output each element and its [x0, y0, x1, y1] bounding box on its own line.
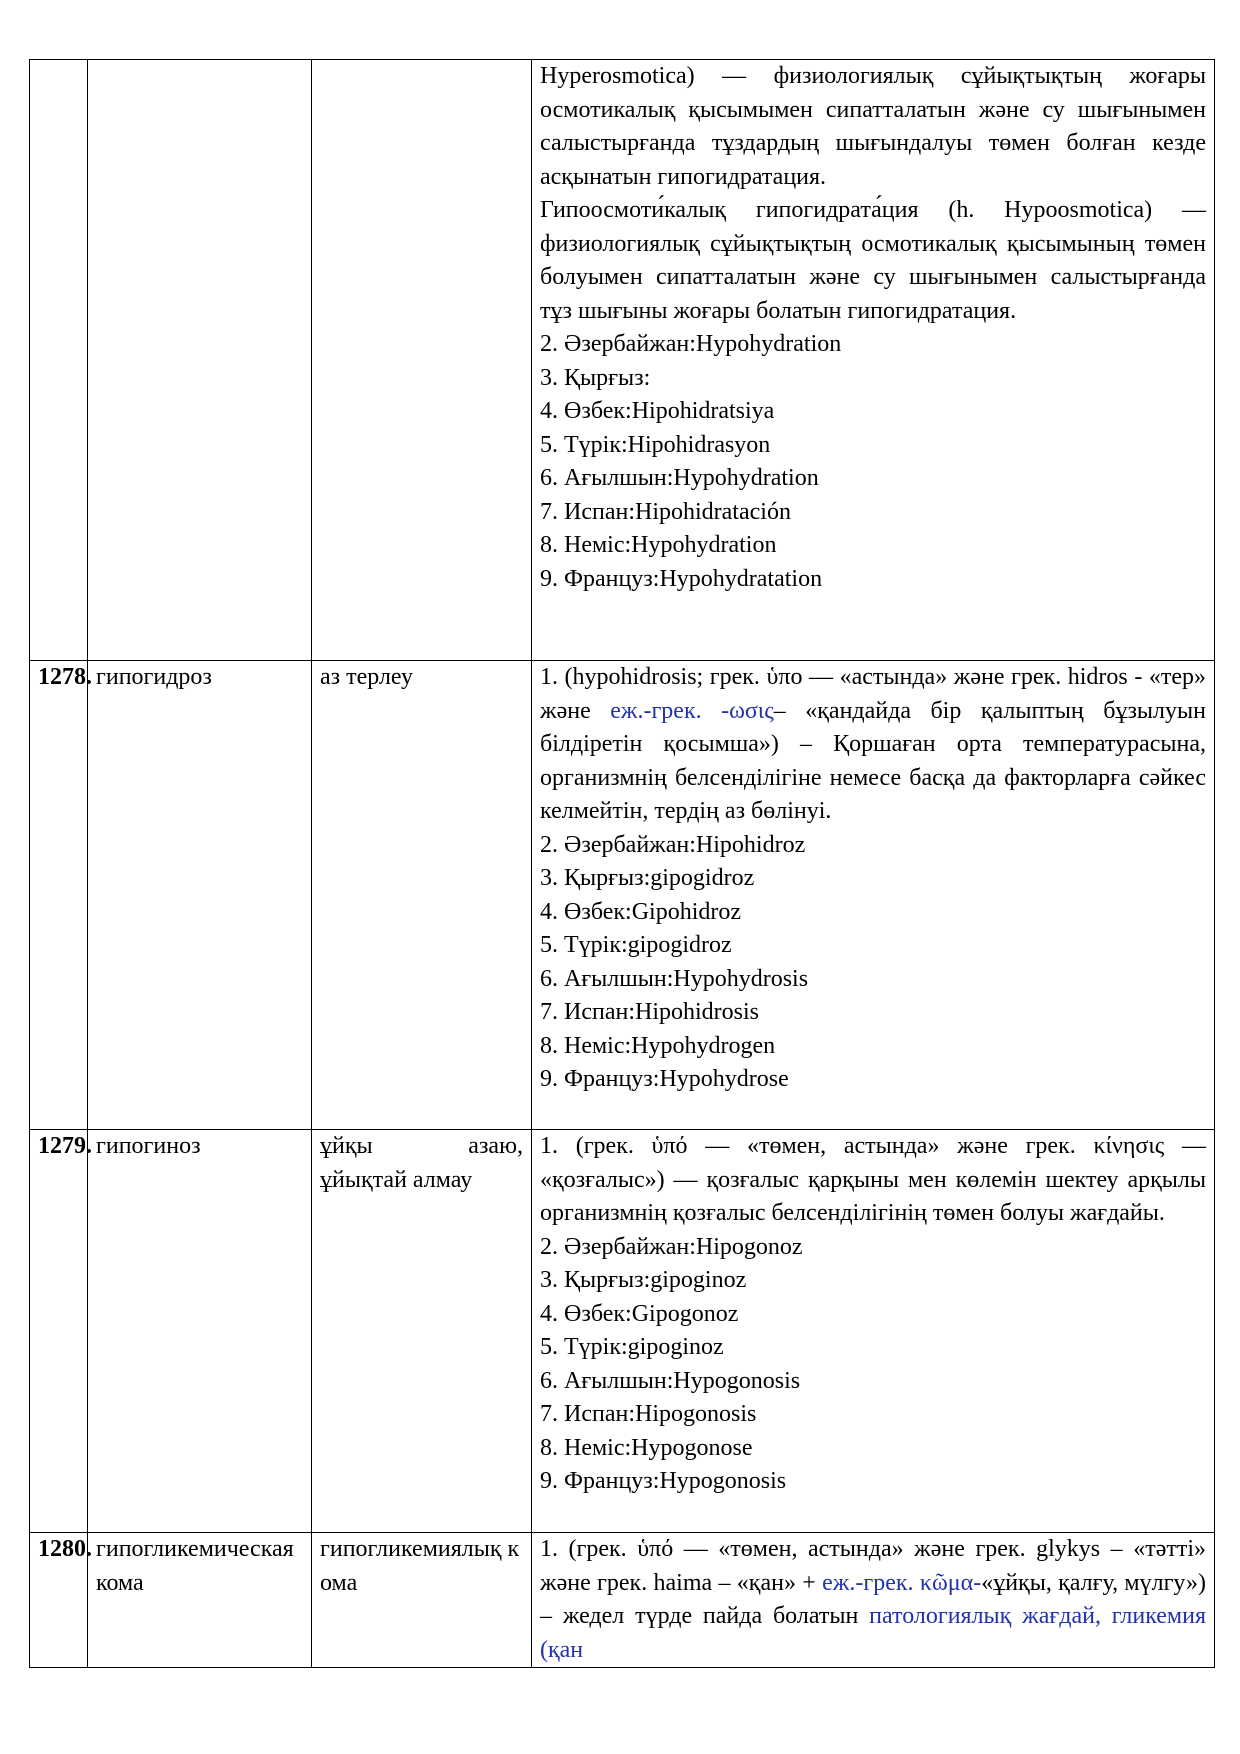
translation-spanish: 7. Испан:Hipohidrosis: [540, 999, 759, 1025]
term-russian: [88, 60, 312, 661]
definition-cell: [532, 1533, 1215, 1668]
translation-french: 9. Француз:Hypohydratation: [540, 565, 823, 592]
translation-english: 6. Ағылшын:Hypohydrosis: [540, 965, 809, 992]
term-kazakh: гипогликемиялық кома: [312, 1533, 532, 1668]
definition-paragraph: 1. (грек. ὑπό — «төмен, астында» және грек. κίνησις — «қозғалыс») — қозғалыс қарқыны мен көлемін шектеу арқылы организмнің қозғалыс белсенділігінің төмен болуы жағдайы.: [540, 1133, 1206, 1226]
translation-uzbek: 4. Өзбек:Gipohidroz: [540, 898, 741, 925]
translation-french: 9. Француз:Hypohydrose: [540, 1066, 789, 1092]
term-kazakh: [312, 60, 532, 661]
definition-link[interactable]: патологиялық жағдай, гликемия (қан: [540, 1603, 1206, 1663]
translation-turkish: 5. Түрік:gipoginoz: [540, 1334, 724, 1360]
translation-kyrgyz: 3. Қырғыз:gipogidroz: [540, 865, 755, 891]
translation-azerbaijani: 2. Әзербайжан:Hipohidroz: [540, 831, 806, 858]
translation-azerbaijani: 2. Әзербайжан:Hypohydration: [540, 331, 842, 357]
translation-english: 6. Ағылшын:Hypogonosis: [540, 1367, 801, 1394]
term-russian: гипогликемическая кома: [88, 1533, 312, 1668]
definition-cell: [532, 661, 1215, 1130]
translation-kyrgyz: 3. Қырғыз:: [540, 364, 651, 391]
entry-number: 1280.: [30, 1533, 88, 1668]
translation-german: 8. Неміс:Hypohydrogen: [540, 1032, 776, 1059]
translation-turkish: 5. Түрік:Hipohidrasyon: [540, 431, 771, 458]
definition-text: – «қандайда бір қалыптың бұзылуын білдіретін қосымша») – Қоршаған орта температурасына, организмнің белсенділігіне немесе басқа да факторларға сәйкес келмейтін, тердің аз бөлінуі.: [540, 697, 1207, 824]
translation-azerbaijani: 2. Әзербайжан:Hipogonoz: [540, 1233, 803, 1260]
translation-german: 8. Неміс:Hypogonose: [540, 1434, 753, 1461]
definition-text: «ұйқы, қалғу, мүлгу») – жедел түрде пайда болатын: [540, 1569, 1206, 1629]
definition-cell: [532, 60, 1215, 661]
etymology-link[interactable]: еж.-грек. κῶμα-: [822, 1569, 982, 1596]
translation-uzbek: 4. Өзбек:Gipogonoz: [540, 1300, 739, 1327]
definition-text: 1. (грек. ὑπό — «төмен, астында» және грек. glykys – «тәтті» және грек. haima – «қан» +: [540, 1536, 1206, 1596]
table-row: [30, 1130, 1215, 1533]
definition-paragraph: [540, 661, 1206, 829]
definition-paragraph: Hyperosmotica) — физиологиялық сұйықтықтың жоғары осмотикалық қысымымен сипатталатын және су шығынымен салыстырғанда тұздардың шығындалуы төмен болған кезде асқынатын гипогидратация.: [540, 63, 1206, 190]
translation-french: 9. Француз:Hypogonosis: [540, 1468, 787, 1494]
term-kazakh: ұйқы азаю, ұйықтай алмау: [312, 1130, 532, 1533]
definition-cell: [532, 1130, 1215, 1533]
entry-number: 1278.: [30, 661, 88, 1130]
definition-text: 1. (hypohidrosis; грек. ὑπο — «астында» және грек. hidros - «тер» және: [540, 664, 1206, 724]
table-row: [30, 1533, 1215, 1668]
dictionary-table: [29, 59, 1215, 1668]
table-row: [30, 60, 1215, 661]
dictionary-page: [29, 59, 1214, 1668]
translation-turkish: 5. Түрік:gipogidroz: [540, 932, 732, 958]
term-russian: гипогиноз: [88, 1130, 312, 1533]
entry-number: 1279.: [30, 1130, 88, 1533]
translation-english: 6. Ағылшын:Hypohydration: [540, 465, 819, 491]
etymology-link[interactable]: еж.-грек. -ωσις: [610, 697, 774, 724]
term-kazakh: аз терлеу: [312, 661, 532, 1130]
table-row: [30, 661, 1215, 1130]
translation-kyrgyz: 3. Қырғыз:gipoginoz: [540, 1267, 747, 1293]
term-russian: гипогидроз: [88, 661, 312, 1130]
translation-german: 8. Неміс:Hypohydration: [540, 532, 777, 558]
entry-number: [30, 60, 88, 661]
translation-spanish: 7. Испан:Hipogonosis: [540, 1401, 757, 1427]
translation-spanish: 7. Испан:Hipohidratación: [540, 498, 791, 525]
definition-paragraph: [540, 1533, 1206, 1667]
translation-uzbek: 4. Өзбек:Hipohidratsiya: [540, 398, 775, 424]
definition-paragraph: Гипоосмоти́калық гипогидрата́ция (h. Hypoosmotica) — физиологиялық сұйықтықтың осмотикалық қысымының төмен болуымен сипатталатын және су шығынымен салыстырғанда тұз шығыны жоғары болатын гипогидратация.: [540, 197, 1206, 324]
